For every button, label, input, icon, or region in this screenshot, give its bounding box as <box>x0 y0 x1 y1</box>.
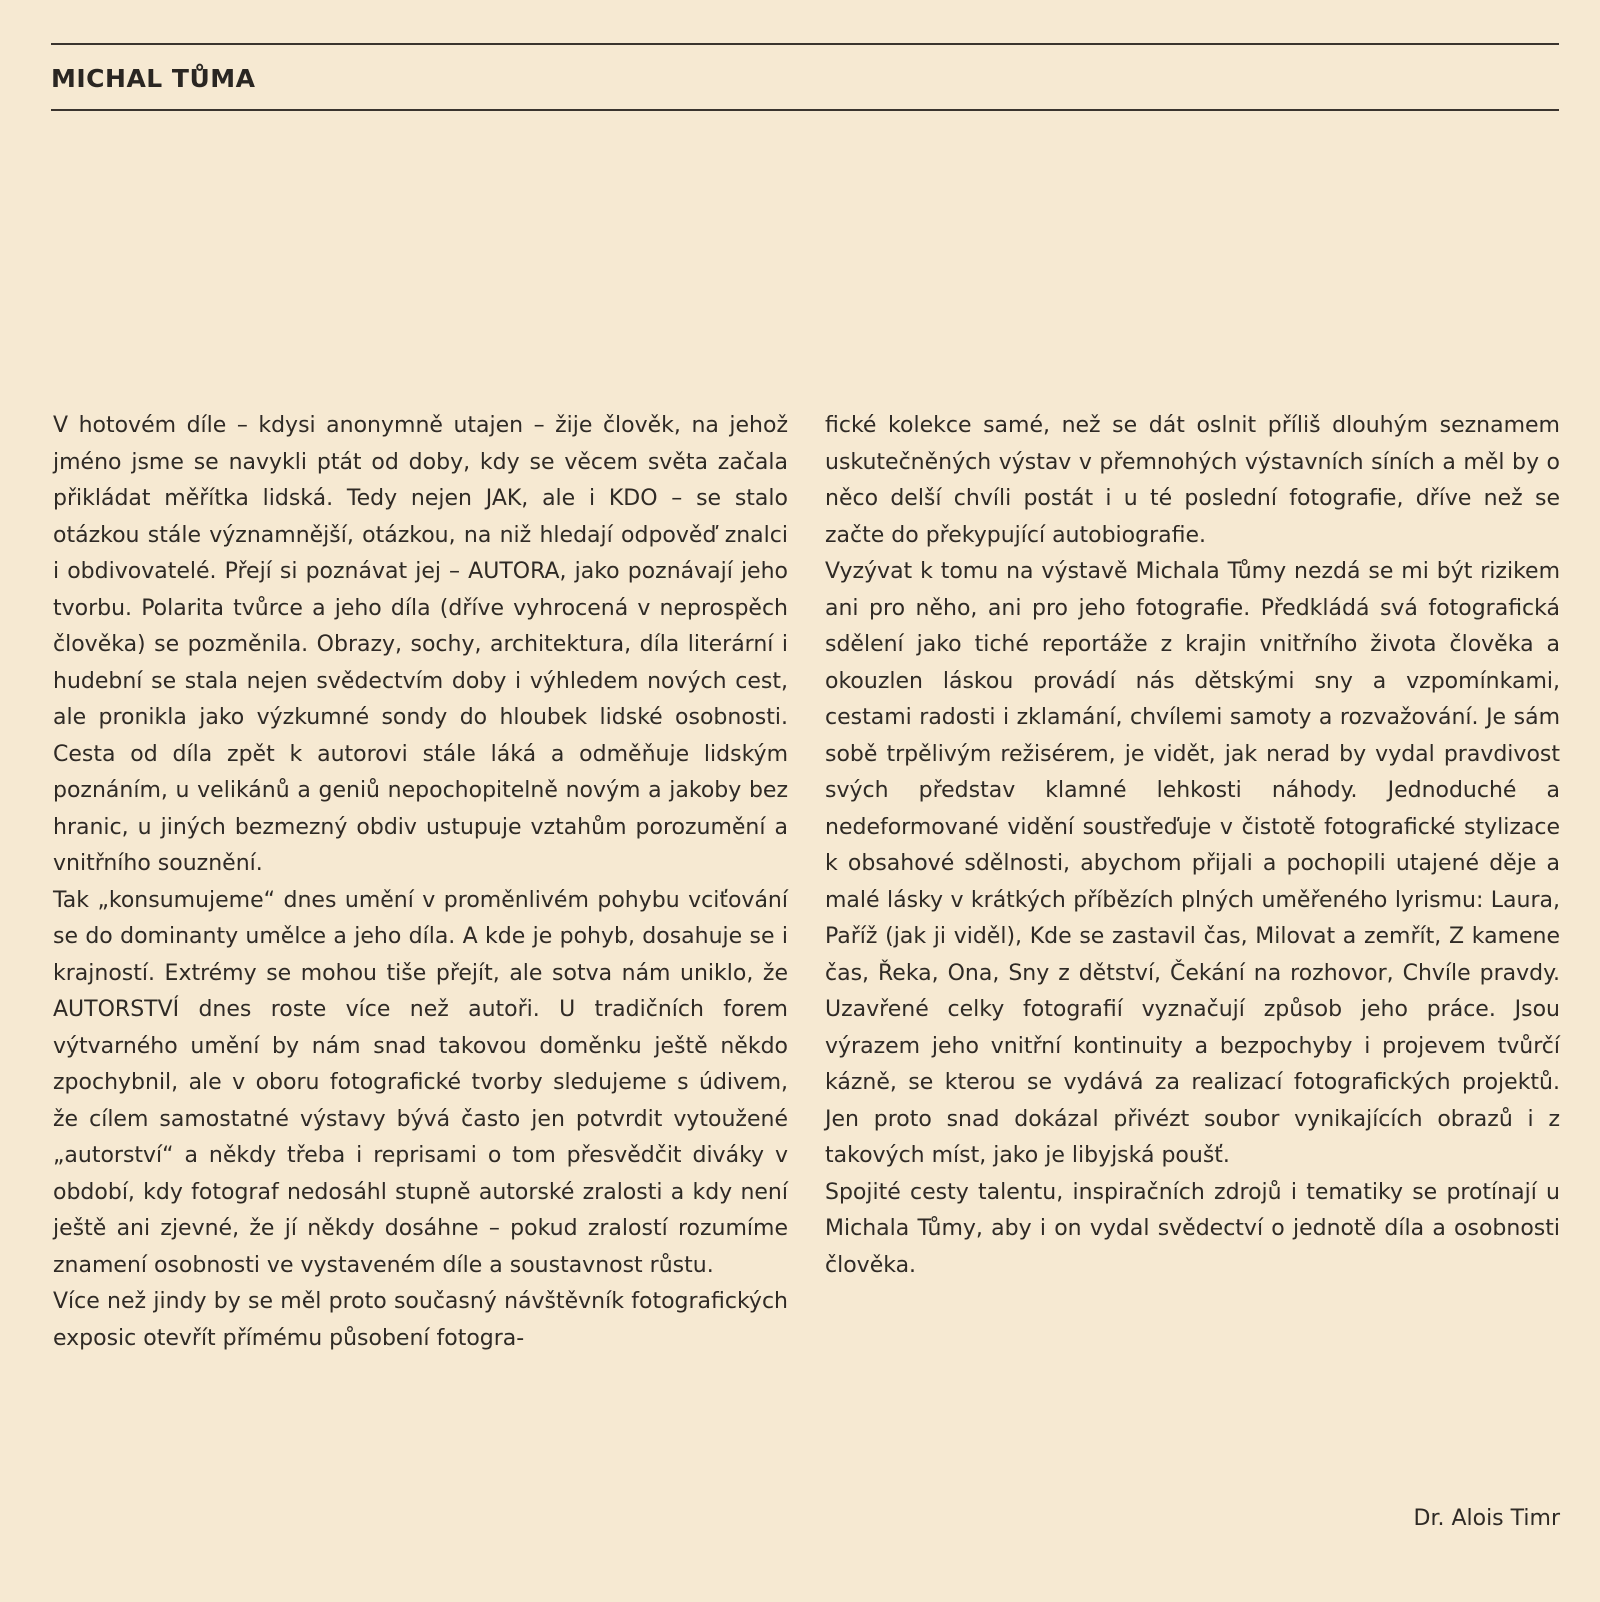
paragraph: Více než jindy by se měl proto současný návštěvník fotografických exposic otevřít přímému působení fotogra- <box>53 1289 788 1351</box>
paragraph: fické kolekce samé, než se dát oslnit příliš dlouhým seznamem uskutečněných výstav v přemnohých výstavních síních a měl by o něco delší chvíli postát i u té poslední fotografie, dříve než se začte do překypující autobiografie. <box>825 413 1560 548</box>
paragraph: Tak „konsumujeme“ dnes umění v proměnlivém pohybu vciťování se do dominanty umělce a jeho díla. A kde je pohyb, dosahuje se i krajností. Extrémy se mohou tiše přejít, ale sotva nám uniklo, že AUTORSTVÍ dnes roste více než autoři. U tradičních forem výtvarného umění by nám snad takovou doměnku ještě někdo zpochybnil, ale v oboru fotografické tvorby sledujeme s údivem, že cílem samostatné výstavy bývá často jen potvrdit vytoužené „autorství“ a někdy třeba i reprisami o tom přesvědčit diváky v období, kdy fotograf nedosáhl stupně autorské zralosti a kdy není ještě ani zjevné, že jí někdy dosáhne – pokud zralostí rozumíme znamení osobnosti ve vystaveném díle a soustavnost růstu. <box>53 887 788 1278</box>
author-heading: MICHAL TŮMA <box>51 64 256 93</box>
paragraph: V hotovém díle – kdysi anonymně utajen – žije člověk, na jehož jméno jsme se navykli ptát od doby, kdy se věcem světa začala přikládat měřítka lidská. Tedy nejen JAK, ale i KDO – se stalo otázkou stále významnější, otázkou, na niž hledají odpověď znalci i obdivovatelé. Přejí si poznávat jej – AUTORA, jako poznávají jeho tvorbu. Polarita tvůrce a jeho díla (dříve vyhrocená v neprospěch člověka) se pozměnila. Obrazy, sochy, architektura, díla literární i hudební se stala nejen svědectvím doby i výhledem nových cest, ale pronikla jako výzkumné sondy do hloubek lidské osobnosti. Cesta od díla zpět k autorovi stále láká a odměňuje lidským poznáním, u velikánů a geniů nepochopitelně novým a jakoby bez hranic, u jiných bezmezný obdiv ustupuje vztahům porozumění a vnitřního souznění. <box>53 413 788 876</box>
signature: Dr. Alois Timr <box>1413 1506 1560 1531</box>
heading-underline-rule <box>51 109 1559 111</box>
top-rule <box>51 43 1559 45</box>
paragraph: Vyzývat k tomu na výstavě Michala Tůmy nezdá se mi být rizikem ani pro něho, ani pro jeho fotografie. Předkládá svá fotografická sdělení jako tiché reportáže z krajin vnitřního života člověka a okouzlen láskou provádí nás dětskými sny a vzpomínkami, cestami radosti i zklamání, chvílemi samoty a rozvažování. Je sám sobě trpělivým režisérem, je vidět, jak nerad by vydal pravdivost svých představ klamné lehkosti náhody. Jednoduché a nedeformované vidění soustřeďuje v čistotě fotografické stylizace k obsahové sdělnosti, abychom přijali a pochopili utajené děje a malé lásky v krátkých příbězích plných uměřeného lyrismu: Laura, Paříž (jak ji viděl), Kde se zastavil čas, Milovat a zemřít, Z kamene čas, Řeka, Ona, Sny z dětství, Čekání na rozhovor, Chvíle pravdy. Uzavřené celky fotografií vyznačují způsob jeho práce. Jsou výrazem jeho vnitřní kontinuity a bezpochyby i projevem tvůrčí kázně, se kterou se vydává za realizací fotografických projektů. Jen proto snad dokázal přivézt soubor vynikajících obrazů i z takových míst, jako je libyjská poušť. <box>825 559 1560 1168</box>
paragraph: Spojité cesty talentu, inspiračních zdrojů i tematiky se protínají u Michala Tůmy, aby i on vydal svědectví o jednotě díla a osobnosti člověka. <box>825 1179 1560 1278</box>
left-text-column <box>53 408 788 1357</box>
right-text-column <box>825 408 1560 1284</box>
